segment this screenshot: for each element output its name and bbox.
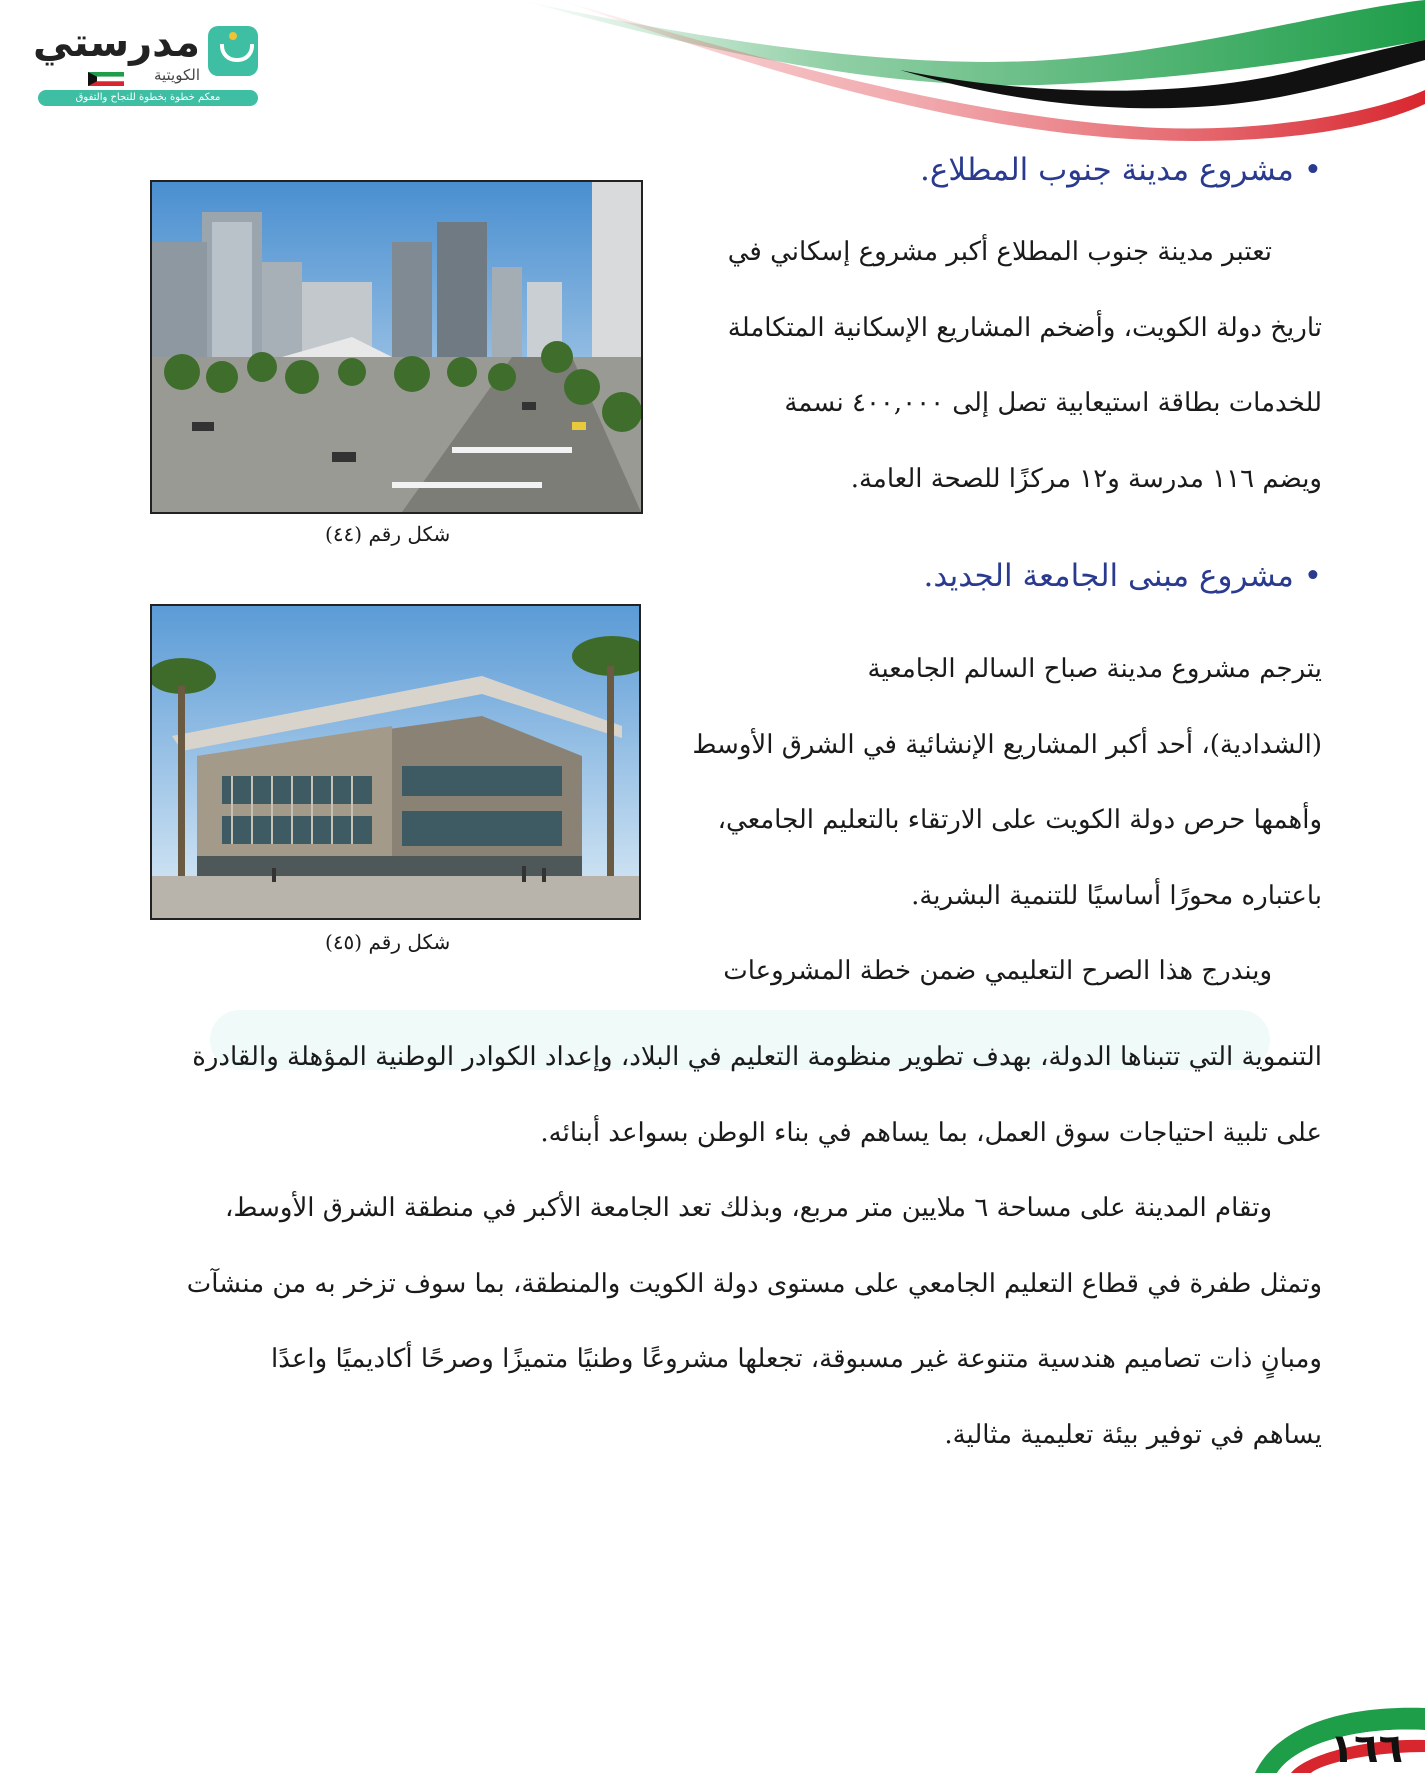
- madrasati-logo: [32, 20, 258, 110]
- section-heading-university: • مشروع مبنى الجامعة الجديد.: [923, 558, 1322, 594]
- paragraph-line: على تلبية احتياجات سوق العمل، بما يساهم في بناء الوطن بسواعد أبنائه.: [540, 1117, 1322, 1148]
- paragraph-line: وتمثل طفرة في قطاع التعليم الجامعي على مستوى دولة الكويت والمنطقة، بما سوف تزخر به من منشآت: [186, 1268, 1322, 1299]
- logo-title: مدرستي: [32, 20, 200, 66]
- paragraph-line: (الشدادية)، أحد أكبر المشاريع الإنشائية في الشرق الأوسط: [692, 729, 1322, 760]
- kuwait-flag-icon: [88, 72, 124, 86]
- paragraph-line: ومبانٍ ذات تصاميم هندسية متنوعة غير مسبوقة، تجعلها مشروعًا وطنيًا متميزًا وصرحًا أكاديميًا واعدًا: [271, 1344, 1322, 1374]
- logo-slogan: معكم خطوة بخطوة للنجاح والتفوق: [38, 90, 258, 106]
- paragraph-line: للخدمات بطاقة استيعابية تصل إلى ٤٠٠,٠٠٠ نسمة: [784, 388, 1322, 418]
- logo-badge-icon: [208, 26, 258, 76]
- paragraph-line: يساهم في توفير بيئة تعليمية مثالية.: [944, 1419, 1322, 1450]
- paragraph-mutla: [662, 215, 1322, 517]
- paragraph-line: ويندرج هذا الصرح التعليمي ضمن خطة المشروعات: [723, 956, 1272, 986]
- figure-mutla-city-photo: [150, 180, 643, 514]
- paragraph-line: باعتباره محورًا أساسيًا للتنمية البشرية.: [911, 880, 1322, 911]
- page-number: ١٦٦: [1329, 1726, 1403, 1772]
- figure-caption-45: شكل رقم (٤٥): [325, 930, 451, 954]
- page-number-corner: [1255, 1700, 1425, 1773]
- section-heading-mutla: • مشروع مدينة جنوب المطلاع.: [920, 152, 1322, 188]
- paragraph-line: تعتبر مدينة جنوب المطلاع أكبر مشروع إسكاني في: [727, 237, 1272, 267]
- figure-caption-44: شكل رقم (٤٤): [325, 522, 451, 546]
- paragraph-university: [662, 632, 1322, 1010]
- paragraph-line: التنموية التي تتبناها الدولة، بهدف تطوير منظومة التعليم في البلاد، وإعداد الكوادر الوطنية المؤهلة والقادرة: [192, 1042, 1322, 1072]
- figure-university-building-photo: [150, 604, 641, 920]
- logo-subtitle: الكويتية: [153, 66, 200, 84]
- paragraph-line: ويضم ١١٦ مدرسة و١٢ مركزًا للصحة العامة.: [850, 463, 1322, 494]
- paragraph-line: وأهمها حرص دولة الكويت على الارتقاء بالتعليم الجامعي،: [717, 805, 1322, 835]
- paragraph-full-width: [152, 1020, 1322, 1473]
- paragraph-line: يترجم مشروع مدينة صباح السالم الجامعية: [867, 654, 1322, 684]
- paragraph-line: وتقام المدينة على مساحة ٦ ملايين متر مربع، وبذلك تعد الجامعة الأكبر في منطقة الشرق الأوسط،: [225, 1193, 1272, 1223]
- paragraph-line: تاريخ دولة الكويت، وأضخم المشاريع الإسكانية المتكاملة: [727, 312, 1322, 343]
